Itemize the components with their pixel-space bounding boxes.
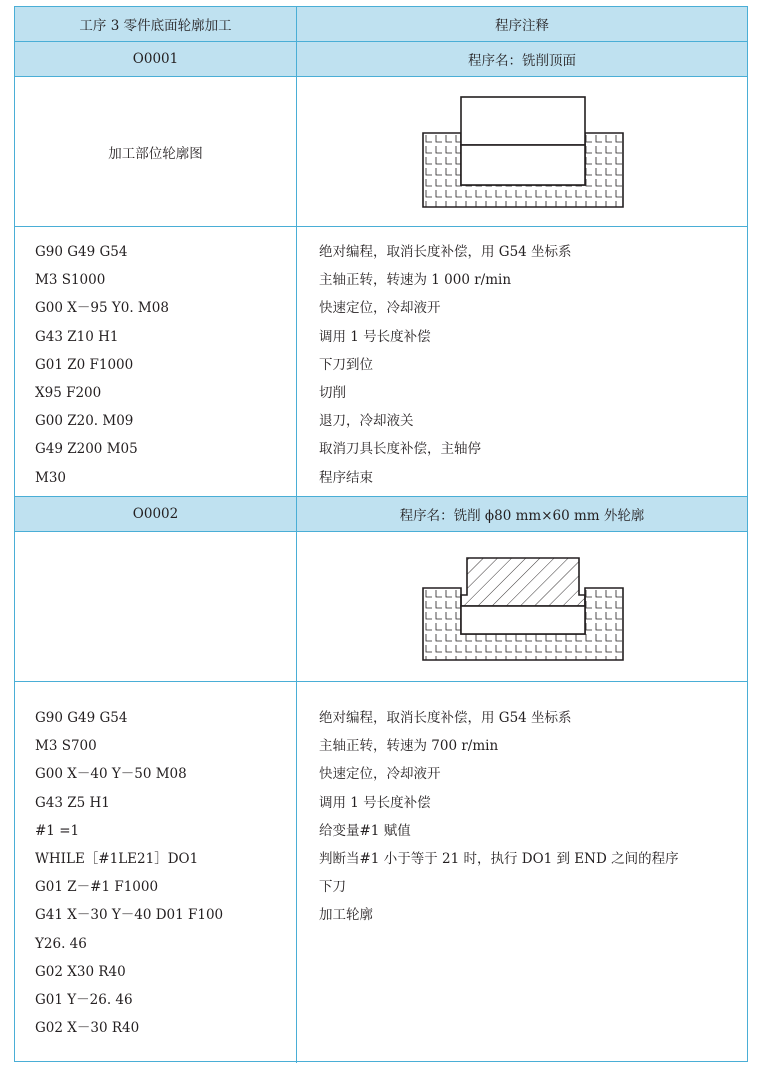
program1-comment-lines xyxy=(319,238,572,492)
program1-number: O0001 xyxy=(15,42,297,76)
comment-line: 加工轮廓 xyxy=(319,907,373,924)
code-line: #1 =1 xyxy=(35,822,80,839)
code-line: Y26. 46 xyxy=(35,935,87,952)
code-line: G41 X－30 Y－40 D01 F100 xyxy=(35,907,224,924)
program1-name: 程序名：铣削顶面 xyxy=(468,53,576,69)
figure-label: 加工部位轮廓图 xyxy=(15,77,297,226)
comment-line: 退刀，冷却液关 xyxy=(319,413,414,430)
program2-name: 程序名：铣削 ϕ80 mm×60 mm 外轮廓 xyxy=(399,508,645,524)
program2-figure-cell xyxy=(297,532,747,681)
comment-line: 绝对编程，取消长度补偿，用 G54 坐标系 xyxy=(319,244,572,260)
table-header-row xyxy=(15,7,747,42)
comment-line: 取消刀具长度补偿，主轴停 xyxy=(319,441,481,458)
code-line: G02 X30 R40 xyxy=(35,963,126,980)
comment-line: 程序结束 xyxy=(319,469,373,486)
program2-figure-label-cell xyxy=(15,532,297,681)
comment-line: 主轴正转，转速为 700 r/min xyxy=(319,738,499,755)
code-line: G90 G49 G54 xyxy=(35,244,128,260)
code-line: M30 xyxy=(35,469,67,486)
workpiece xyxy=(461,558,585,634)
program2-code-lines xyxy=(35,704,223,1042)
comment-line: 调用 1 号长度补偿 xyxy=(319,328,431,345)
program-table xyxy=(14,6,748,1062)
program1-code-lines xyxy=(35,238,169,492)
code-line: M3 S1000 xyxy=(35,272,106,289)
top-face-milling-diagram xyxy=(297,77,747,227)
comment-line: 快速定位，冷却液开 xyxy=(319,766,441,783)
header-process-title: 工序 3 零件底面轮廓加工 xyxy=(15,7,297,41)
comment-line: 绝对编程，取消长度补偿，用 G54 坐标系 xyxy=(319,710,572,726)
comment-line: 下刀 xyxy=(319,879,346,896)
code-line: G43 Z5 H1 xyxy=(35,794,110,811)
code-line: G02 X－30 R40 xyxy=(35,1020,140,1037)
comment-line: 主轴正转，转速为 1 000 r/min xyxy=(319,272,512,289)
comment-line: 给变量#1 赋值 xyxy=(319,822,411,839)
comment-line: 快速定位，冷却液开 xyxy=(319,300,441,317)
program1-figure-cell xyxy=(297,77,747,226)
program2-comment-lines xyxy=(319,704,679,930)
header-comment-title: 程序注释 xyxy=(495,18,549,34)
comment-line: 判断当#1 小于等于 21 时，执行 DO1 到 END 之间的程序 xyxy=(319,850,679,867)
program2-number: O0002 xyxy=(15,497,297,531)
code-line: G00 X－95 Y0. M08 xyxy=(35,300,169,317)
program1-figure-row xyxy=(15,77,747,227)
workpiece xyxy=(461,97,585,185)
program2-header-row xyxy=(15,497,747,532)
program1-header-row xyxy=(15,42,747,77)
code-line: G00 X－40 Y－50 M08 xyxy=(35,766,187,783)
code-line: G90 G49 G54 xyxy=(35,710,128,726)
code-line: G43 Z10 H1 xyxy=(35,328,119,345)
program2-comment-cell xyxy=(297,682,747,1063)
program2-figure-row xyxy=(15,532,747,682)
comment-line: 切削 xyxy=(319,384,346,401)
code-line: G01 Z0 F1000 xyxy=(35,356,134,373)
program2-code-cell xyxy=(15,682,297,1063)
program2-code-row xyxy=(15,682,747,1063)
code-line: X95 F200 xyxy=(35,384,102,401)
code-line: M3 S700 xyxy=(35,738,97,755)
comment-line: 调用 1 号长度补偿 xyxy=(319,794,431,811)
program1-comment-cell xyxy=(297,227,747,496)
code-line: G00 Z20. M09 xyxy=(35,413,134,430)
code-line: WHILE［#1LE21］DO1 xyxy=(35,850,199,867)
program1-code-row xyxy=(15,227,747,497)
code-line: G49 Z200 M05 xyxy=(35,441,138,458)
comment-line: 下刀到位 xyxy=(319,356,373,373)
code-line: G01 Z－#1 F1000 xyxy=(35,879,159,896)
program1-code-cell xyxy=(15,227,297,496)
outer-contour-milling-diagram xyxy=(297,532,747,682)
code-line: G01 Y－26. 46 xyxy=(35,991,133,1008)
